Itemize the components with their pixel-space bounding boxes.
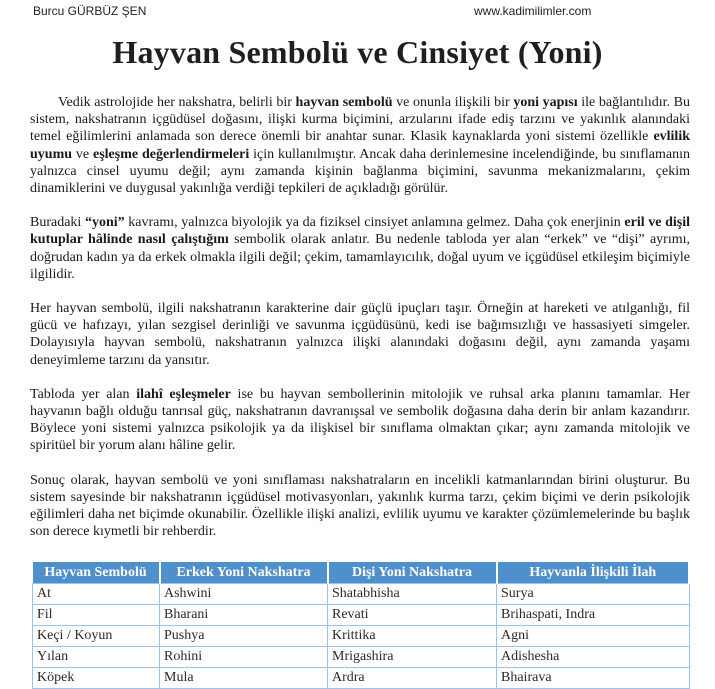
table-cell: Keçi / Koyun bbox=[33, 626, 160, 647]
table-row bbox=[33, 626, 690, 647]
table-cell: Agni bbox=[497, 626, 690, 647]
table-cell: Ardra bbox=[328, 668, 497, 689]
header-website: www.kadimilimler.com bbox=[474, 4, 592, 18]
table-header-cell: Hayvan Sembolü bbox=[33, 562, 160, 584]
table-header-cell: Dişi Yoni Nakshatra bbox=[328, 562, 497, 584]
table-cell: Adishesha bbox=[497, 647, 690, 668]
document-body bbox=[30, 94, 690, 557]
table-header-row bbox=[33, 562, 690, 584]
table-cell: Mula bbox=[160, 668, 328, 689]
paragraph-conclusion: Sonuç olarak, hayvan sembolü ve yoni sınıflaması nakshatraların en incelikli katmanlarından birini oluşturur. Bu sistem sayesinde bir nakshatranın içgüdüsel motivasyonları, yakınlık kurma tarzı, çekim biçimi ve derin psikolojik eğilimleri daha net biçimde okunabilir. Özellikle ilişki analizi, evlilik uyumu ve karakter çözümlemelerinde bu başlık son derece kıymetli bir rehberdir. bbox=[30, 472, 690, 540]
table-cell: Fil bbox=[33, 605, 160, 626]
header-author: Burcu GÜRBÜZ ŞEN bbox=[33, 4, 147, 18]
table-cell: Ashwini bbox=[160, 584, 328, 605]
table-header-cell: Erkek Yoni Nakshatra bbox=[160, 562, 328, 584]
table-cell: Revati bbox=[328, 605, 497, 626]
table-header-cell: Hayvanla İlişkili İlah bbox=[497, 562, 690, 584]
table-cell: Pushya bbox=[160, 626, 328, 647]
paragraph-yoni-concept: Buradaki “yoni” kavramı, yalnızca biyolojik ya da fiziksel cinsiyet anlamına gelmez. Daha çok enerjinin eril ve dişil kutuplar hâlinde nasıl çalıştığını sembolik olarak anlatır. Bu nedenle tabloda yer alan “erkek” ve “dişi” ayrımı, doğrudan kadın ya da erkek olmakla ilgili değil; çekim, tamamlayıcılık, doğal uyum ve içgüdüsel etkileşim biçimiyle ilgilidir. bbox=[30, 215, 690, 282]
table-cell: Rohini bbox=[160, 647, 328, 668]
table-row bbox=[33, 647, 690, 668]
table-cell: Krittika bbox=[328, 626, 497, 647]
table-cell: Yılan bbox=[33, 647, 160, 668]
table-cell: Surya bbox=[497, 584, 690, 605]
table-cell: At bbox=[33, 584, 160, 605]
table-cell: Brihaspati, Indra bbox=[497, 605, 690, 626]
table-cell: Köpek bbox=[33, 668, 160, 689]
table-row bbox=[33, 584, 690, 605]
table-cell: Shatabhisha bbox=[328, 584, 497, 605]
table-cell: Bhairava bbox=[497, 668, 690, 689]
paragraph-intro: Vedik astrolojide her nakshatra, belirli bir hayvan sembolü ve onunla ilişkili bir yoni yapısı ile bağlantılıdır. Bu sistem, nakshatranın içgüdüsel doğasını, ilişki kurma biçimini, arzularını ifade ediş tarzını ve yakınlık alanındaki temel eğilimlerini anlamada son derece önemli bir anahtar sunar. Klasik kaynaklarda yoni sistemi özellikle evlilik uyumu ve eşleşme değerlendirmeleri için kullanılmıştır. Ancak daha derinlemesine incelendiğinde, bu sınıflamanın yalnızca cinsel uyumu değil; aynı zamanda kişinin bağlanma biçimini, savunma mekanizmalarını, çekim dinamiklerini ve duygusal yakınlığa verdiği tepkileri de açıkladığı görülür. bbox=[30, 95, 691, 197]
yoni-table bbox=[32, 562, 690, 689]
paragraph-divine-matches: Tabloda yer alan ilahî eşleşmeler ise bu hayvan sembollerinin mitolojik ve ruhsal arka planını tamamlar. Her hayvanın bağlı olduğu tanrısal güç, nakshatranın davranışsal ve sembolik doğasına daha derin bir anlam kazandırır. Böylece yoni sistemi yalnızca psikolojik ya da ilişkisel bir sınıflama olmaktan çıkar; aynı zamanda mitolojik ve spiritüel bir yorum alanı hâline gelir. bbox=[30, 386, 691, 454]
table-row bbox=[33, 605, 690, 626]
page-title: Hayvan Sembolü ve Cinsiyet (Yoni) bbox=[112, 34, 603, 70]
table-cell: Mrigashira bbox=[328, 647, 497, 668]
paragraph-animal-symbols: Her hayvan sembolü, ilgili nakshatranın karakterine dair güçlü ipuçları taşır. Örneğin at hareketi ve atılganlığı, fil gücü ve hafızayı, yılan sezgisel derinliği ve savunma içgüdüsünü, kedi ise bağımsızlığı ve hassasiyeti simgeler. Dolayısıyla hayvan sembolü, nakshatranın yalnızca ilişki alanındaki doğasını değil, aynı zamanda yaşamı deneyimleme tarzını da yansıtır. bbox=[30, 301, 690, 368]
table-cell: Bharani bbox=[160, 605, 328, 626]
table-row bbox=[33, 668, 690, 689]
